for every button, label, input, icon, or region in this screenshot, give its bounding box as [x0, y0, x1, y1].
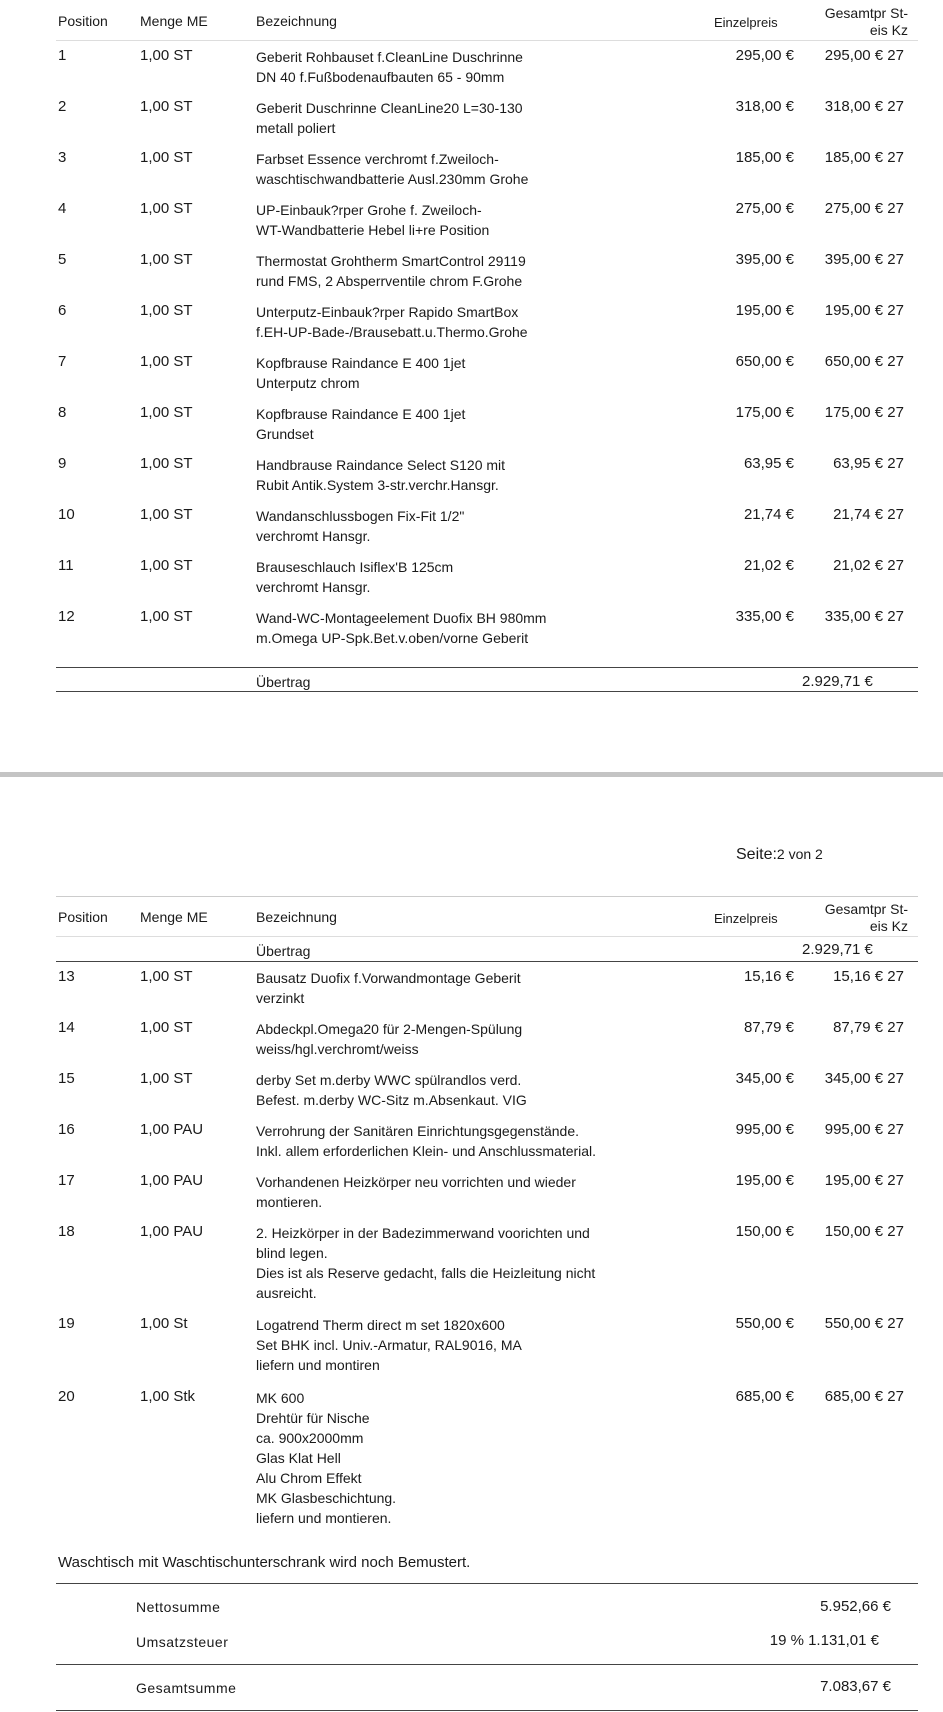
- cell-bezeichnung: [256, 251, 726, 291]
- column-header-menge: Menge ME: [140, 13, 208, 29]
- description-line: Rubit Antik.System 3-str.verchr.Hansgr.: [256, 477, 499, 493]
- cell-menge: 1,00 ST: [140, 302, 193, 319]
- cell-menge: 1,00 PAU: [140, 1172, 204, 1189]
- cell-bezeichnung: [256, 302, 726, 342]
- cell-menge: 1,00 ST: [140, 353, 193, 370]
- page-number: Seite:2 von 2: [736, 846, 823, 863]
- cell-menge: 1,00 ST: [140, 47, 193, 64]
- cell-menge: 1,00 Stk: [140, 1388, 196, 1405]
- uebertrag-value: 2.929,71 €: [802, 941, 873, 958]
- cell-position: 15: [58, 1070, 75, 1087]
- column-header-bezeichnung: Bezeichnung: [256, 909, 337, 925]
- description-line: Geberit Duschrinne CleanLine20 L=30-130: [256, 100, 523, 116]
- description-line: weiss/hgl.verchromt/weiss: [256, 1041, 419, 1057]
- description-line: Handbrause Raindance Select S120 mit: [256, 457, 506, 473]
- cell-gesamtpreis: 195,00 € 27: [824, 302, 904, 319]
- cell-menge: 1,00 ST: [140, 557, 193, 574]
- cell-gesamtpreis: 395,00 € 27: [824, 251, 904, 268]
- netto-label: Nettosumme: [136, 1599, 221, 1615]
- cell-menge: 1,00 ST: [140, 200, 193, 217]
- cell-gesamtpreis: 175,00 € 27: [824, 404, 904, 421]
- description-line: verchromt Hansgr.: [256, 579, 371, 595]
- description-line: ca. 900x2000mm: [256, 1430, 364, 1446]
- description-line: verzinkt: [256, 990, 305, 1006]
- cell-position: 13: [58, 968, 75, 985]
- description-line: MK Glasbeschichtung.: [256, 1490, 397, 1506]
- description-line: montieren.: [256, 1194, 323, 1210]
- cell-einzelpreis: 550,00 €: [735, 1315, 794, 1332]
- cell-bezeichnung: [256, 1070, 726, 1110]
- description-line: Bausatz Duofix f.Vorwandmontage Geberit: [256, 970, 521, 986]
- cell-position: 6: [58, 302, 67, 319]
- cell-gesamtpreis: 15,16 € 27: [833, 968, 904, 985]
- cell-menge: 1,00 ST: [140, 968, 193, 985]
- cell-bezeichnung: [256, 404, 726, 444]
- cell-einzelpreis: 21,74 €: [743, 506, 794, 523]
- description-line: Vorhandenen Heizkörper neu vorrichten und wieder: [256, 1174, 576, 1190]
- description-line: Drehtür für Nische: [256, 1410, 370, 1426]
- cell-position: 14: [58, 1019, 75, 1036]
- cell-einzelpreis: 175,00 €: [735, 404, 794, 421]
- column-header-einzelpreis: Einzelpreis: [714, 15, 778, 30]
- cell-gesamtpreis: 995,00 € 27: [824, 1121, 904, 1138]
- cell-menge: 1,00 ST: [140, 506, 193, 523]
- cell-menge: 1,00 ST: [140, 149, 193, 166]
- cell-gesamtpreis: 685,00 € 27: [824, 1388, 904, 1405]
- cell-gesamtpreis: 275,00 € 27: [824, 200, 904, 217]
- cell-bezeichnung: [256, 200, 726, 240]
- cell-position: 9: [58, 455, 67, 472]
- cell-position: 4: [58, 200, 67, 217]
- column-header-gesamtpreis: Gesamtpr St- eis Kz: [824, 901, 908, 934]
- column-header-position: Position: [58, 13, 108, 29]
- uebertrag-value: 2.929,71 €: [802, 673, 873, 690]
- column-header-bezeichnung: Bezeichnung: [256, 13, 337, 29]
- cell-position: 20: [58, 1388, 75, 1405]
- cell-position: 17: [58, 1172, 75, 1189]
- description-line: WT-Wandbatterie Hebel li+re Position: [256, 222, 490, 238]
- cell-bezeichnung: [256, 353, 726, 393]
- cell-einzelpreis: 345,00 €: [735, 1070, 794, 1087]
- description-line: derby Set m.derby WWC spülrandlos verd.: [256, 1072, 522, 1088]
- cell-bezeichnung: [256, 1121, 726, 1161]
- cell-bezeichnung: [256, 968, 726, 1008]
- cell-einzelpreis: 295,00 €: [735, 47, 794, 64]
- column-header-position: Position: [58, 909, 108, 925]
- cell-position: 3: [58, 149, 67, 166]
- cell-menge: 1,00 ST: [140, 608, 193, 625]
- cell-bezeichnung: [256, 1019, 726, 1059]
- cell-gesamtpreis: 150,00 € 27: [824, 1223, 904, 1240]
- cell-menge: 1,00 ST: [140, 251, 193, 268]
- description-line: waschtischwandbatterie Ausl.230mm Grohe: [256, 171, 529, 187]
- cell-position: 1: [58, 47, 67, 64]
- cell-menge: 1,00 ST: [140, 404, 193, 421]
- divider: [56, 691, 918, 692]
- description-line: liefern und montiren: [256, 1357, 380, 1373]
- description-line: Kopfbrause Raindance E 400 1jet: [256, 406, 466, 422]
- divider: [56, 961, 918, 962]
- description-line: m.Omega UP-Spk.Bet.v.oben/vorne Geberit: [256, 630, 529, 646]
- cell-einzelpreis: 185,00 €: [735, 149, 794, 166]
- cell-einzelpreis: 15,16 €: [743, 968, 794, 985]
- cell-gesamtpreis: 185,00 € 27: [824, 149, 904, 166]
- cell-position: 11: [58, 557, 74, 574]
- description-line: Grundset: [256, 426, 314, 442]
- table-header: [56, 0, 918, 41]
- cell-bezeichnung: [256, 1388, 726, 1528]
- cell-einzelpreis: 995,00 €: [735, 1121, 794, 1138]
- cell-position: 8: [58, 404, 67, 421]
- cell-gesamtpreis: 63,95 € 27: [833, 455, 904, 472]
- description-line: Glas Klat Hell: [256, 1450, 341, 1466]
- description-line: Unterputz-Einbauk?rper Rapido SmartBox: [256, 304, 519, 320]
- description-line: verchromt Hansgr.: [256, 528, 371, 544]
- cell-gesamtpreis: 195,00 € 27: [824, 1172, 904, 1189]
- cell-gesamtpreis: 87,79 € 27: [833, 1019, 904, 1036]
- cell-einzelpreis: 195,00 €: [735, 1172, 794, 1189]
- cell-menge: 1,00 ST: [140, 1019, 193, 1036]
- cell-bezeichnung: [256, 149, 726, 189]
- description-line: Brauseschlauch Isiflex'B 125cm: [256, 559, 454, 575]
- cell-bezeichnung: [256, 1223, 726, 1303]
- cell-einzelpreis: 335,00 €: [735, 608, 794, 625]
- cell-position: 16: [58, 1121, 75, 1138]
- invoice-page-1: [0, 0, 943, 772]
- cell-position: 18: [58, 1223, 75, 1240]
- description-line: Geberit Rohbauset f.CleanLine Duschrinne: [256, 49, 523, 65]
- description-line: MK 600: [256, 1390, 305, 1406]
- cell-position: 19: [58, 1315, 75, 1332]
- description-line: Verrohrung der Sanitären Einrichtungsgegenstände.: [256, 1123, 579, 1139]
- description-line: Wand-WC-Montageelement Duofix BH 980mm: [256, 610, 547, 626]
- description-line: f.EH-UP-Bade-/Brausebatt.u.Thermo.Grohe: [256, 324, 528, 340]
- description-line: Thermostat Grohtherm SmartControl 29119: [256, 253, 526, 269]
- cell-position: 12: [58, 608, 75, 625]
- cell-gesamtpreis: 21,02 € 27: [833, 557, 904, 574]
- invoice-page-2: [0, 778, 943, 1712]
- divider: [56, 1710, 918, 1711]
- cell-einzelpreis: 21,02 €: [743, 557, 794, 574]
- cell-gesamtpreis: 295,00 € 27: [824, 47, 904, 64]
- cell-gesamtpreis: 550,00 € 27: [824, 1315, 904, 1332]
- cell-einzelpreis: 63,95 €: [743, 455, 794, 472]
- description-line: Logatrend Therm direct m set 1820x600: [256, 1317, 505, 1333]
- gesamt-value: 7.083,67 €: [820, 1678, 891, 1695]
- ust-label: Umsatzsteuer: [136, 1634, 229, 1650]
- uebertrag-label: Übertrag: [256, 943, 311, 959]
- cell-position: 5: [58, 251, 67, 268]
- description-line: Befest. m.derby WC-Sitz m.Absenkaut. VIG: [256, 1092, 527, 1108]
- divider: [56, 667, 918, 668]
- description-line: ausreicht.: [256, 1285, 317, 1301]
- cell-bezeichnung: [256, 455, 726, 495]
- description-line: blind legen.: [256, 1245, 328, 1261]
- uebertrag-label: Übertrag: [256, 674, 311, 690]
- cell-bezeichnung: [256, 608, 726, 648]
- cell-einzelpreis: 87,79 €: [743, 1019, 794, 1036]
- description-line: Set BHK incl. Univ.-Armatur, RAL9016, MA: [256, 1337, 522, 1353]
- cell-menge: 1,00 ST: [140, 455, 193, 472]
- cell-einzelpreis: 150,00 €: [735, 1223, 794, 1240]
- cell-gesamtpreis: 335,00 € 27: [824, 608, 904, 625]
- column-header-menge: Menge ME: [140, 909, 208, 925]
- description-line: DN 40 f.Fußbodenaufbauten 65 - 90mm: [256, 69, 505, 85]
- description-line: Inkl. allem erforderlichen Klein- und Anschlussmaterial.: [256, 1143, 597, 1159]
- description-line: Unterputz chrom: [256, 375, 360, 391]
- cell-einzelpreis: 685,00 €: [735, 1388, 794, 1405]
- table-header: [56, 896, 918, 937]
- cell-einzelpreis: 318,00 €: [735, 98, 794, 115]
- divider: [56, 1583, 918, 1584]
- description-line: Dies ist als Reserve gedacht, falls die Heizleitung nicht: [256, 1265, 596, 1281]
- cell-gesamtpreis: 318,00 € 27: [824, 98, 904, 115]
- description-line: liefern und montieren.: [256, 1510, 392, 1526]
- cell-position: 2: [58, 98, 67, 115]
- cell-menge: 1,00 St: [140, 1315, 188, 1332]
- divider: [56, 1664, 918, 1665]
- cell-bezeichnung: [256, 1315, 726, 1375]
- cell-menge: 1,00 PAU: [140, 1223, 204, 1240]
- page-separator: [0, 772, 943, 777]
- cell-menge: 1,00 ST: [140, 1070, 193, 1087]
- cell-bezeichnung: [256, 98, 726, 138]
- description-line: Abdeckpl.Omega20 für 2-Mengen-Spülung: [256, 1021, 523, 1037]
- description-line: metall poliert: [256, 120, 336, 136]
- cell-gesamtpreis: 21,74 € 27: [833, 506, 904, 523]
- cell-bezeichnung: [256, 47, 726, 87]
- cell-bezeichnung: [256, 557, 726, 597]
- cell-bezeichnung: [256, 506, 726, 546]
- cell-einzelpreis: 275,00 €: [735, 200, 794, 217]
- cell-bezeichnung: [256, 1172, 726, 1212]
- cell-menge: 1,00 PAU: [140, 1121, 204, 1138]
- cell-position: 10: [58, 506, 75, 523]
- description-line: Farbset Essence verchromt f.Zweiloch-: [256, 151, 499, 167]
- description-line: Alu Chrom Effekt: [256, 1470, 362, 1486]
- note-text: Waschtisch mit Waschtischunterschrank wird noch Bemustert.: [58, 1554, 471, 1571]
- description-line: UP-Einbauk?rper Grohe f. Zweiloch-: [256, 202, 482, 218]
- column-header-gesamtpreis: Gesamtpr St- eis Kz: [824, 5, 908, 38]
- cell-menge: 1,00 ST: [140, 98, 193, 115]
- ust-value: 19 % 1.131,01 €: [769, 1632, 879, 1649]
- cell-gesamtpreis: 345,00 € 27: [824, 1070, 904, 1087]
- netto-value: 5.952,66 €: [820, 1598, 891, 1615]
- cell-position: 7: [58, 353, 67, 370]
- cell-einzelpreis: 395,00 €: [735, 251, 794, 268]
- description-line: Wandanschlussbogen Fix-Fit 1/2": [256, 508, 465, 524]
- description-line: 2. Heizkörper in der Badezimmerwand voorichten und: [256, 1225, 590, 1241]
- description-line: rund FMS, 2 Absperrventile chrom F.Grohe: [256, 273, 523, 289]
- cell-einzelpreis: 195,00 €: [735, 302, 794, 319]
- gesamt-label: Gesamtsumme: [136, 1680, 237, 1696]
- description-line: Kopfbrause Raindance E 400 1jet: [256, 355, 466, 371]
- cell-gesamtpreis: 650,00 € 27: [824, 353, 904, 370]
- column-header-einzelpreis: Einzelpreis: [714, 911, 778, 926]
- cell-einzelpreis: 650,00 €: [735, 353, 794, 370]
